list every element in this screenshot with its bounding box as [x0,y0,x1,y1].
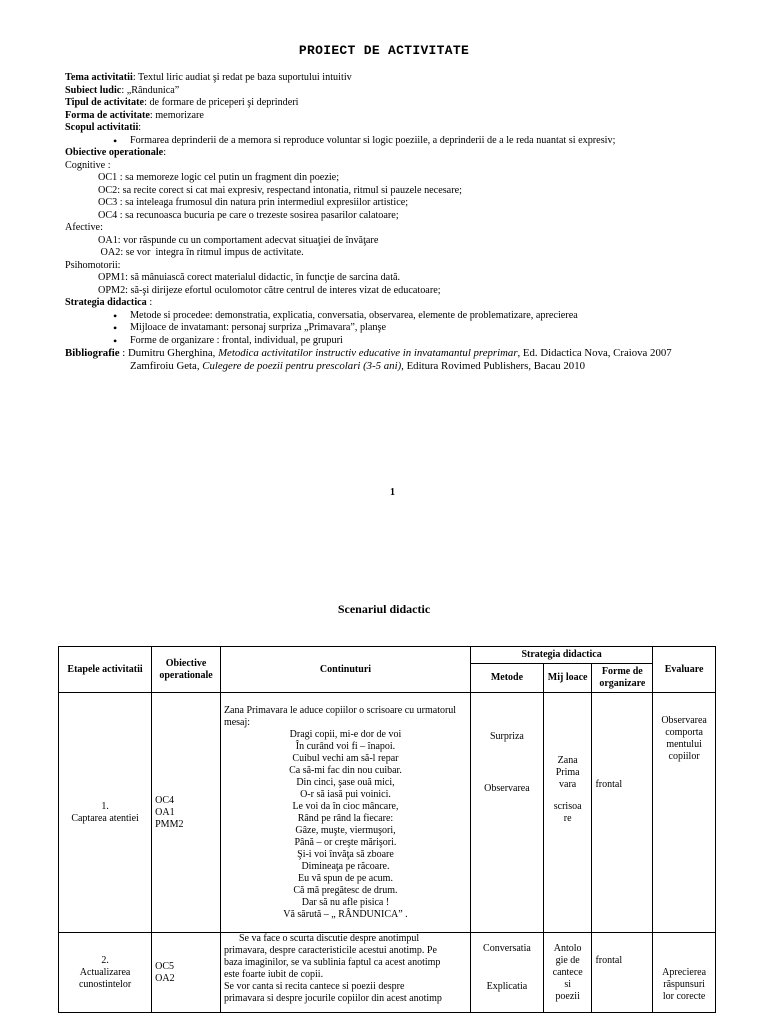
tema-line [65,72,745,85]
poem-line: Gâze, muşte, viermuşori, [295,825,396,836]
header-strategia: Strategia didactica [470,647,652,664]
subiect-line [65,85,745,98]
obiective-line [65,147,745,160]
poem-line: Le voi da în cioc mâncare, [292,801,399,812]
objective-item: OC1 : sa memoreze logic cel putin un fragment din poezie; [98,172,340,183]
content-line: primavara, despre caracteristicile acestui anotimp. Pe [223,945,437,956]
poem-line: Că mă pregătesc de drum. [293,885,398,896]
strategia-item: • Metode si procedee: demonstratia, explicatia, conversatia, observarea, elemente de problematizare, aprecierea [65,310,745,323]
content-line: Se va face o scurta discutie despre anotimpul [223,933,420,944]
forma-label: Forma de activitate [65,109,150,121]
objective-item: OC3 : sa inteleaga frumosul din natura prin intermediul expresiilor artistice; [98,197,409,208]
tipul-line [65,97,745,110]
poem-line: Şi-i voi învăţa să zboare [297,849,394,860]
poem-line: Dragi copii, mi-e dor de voi [289,729,402,740]
content-line: primavara si despre jocurile copiilor din acest anotimp [223,993,442,1004]
strategia-label: Strategia didactica [65,297,147,308]
page-number: 1 [390,487,395,498]
objective-item: OC4 : sa recunoasca bucuria pe care o trezeste sosirea pasarilor calatoare; [98,209,399,221]
poem-line: Până – or creşte mărişori. [294,837,397,848]
continut-cell [220,933,470,1013]
tema-label: Tema activitatii [65,72,133,83]
scenariu-title: Scenariul didactic [337,602,431,616]
header-continuturi: Continuturi [220,647,470,693]
evaluare-cell: Aprecierea răspunsuri lor corecte [653,933,716,1013]
objective-item: OA1: vor răspunde cu un comportament adecvat situaţiei de învăţare [98,234,379,246]
header-etape: Etapele activitatii [59,647,152,693]
psihomotorii-label: Psihomotorii: [65,259,121,271]
poem [224,729,467,921]
strategia-value: : [146,297,153,308]
objective-item: OPM1: să mânuiască corect materialul didactic, în funcţie de sarcina dată. [98,272,401,283]
evaluare-cell: Observarea comporta mentului copiilor [653,693,716,933]
poem-line: Ca să-mi fac din nou cuibar. [289,765,402,776]
table-header-row [59,647,716,664]
objective-item: OPM2: să-şi dirijeze efortul oculomotor către centrul de interes vizat de educatoare; [98,284,441,296]
table-row [59,693,716,933]
poem-line: Cuibul vechi am să-l repar [292,753,399,764]
objective-item: OC2: sa recite corect si cat mai expresiv, respectand intonatia, ritmul si pauzele necesare; [98,184,462,196]
scopul-value: : [138,122,142,133]
project-body [65,72,745,373]
objective-item: OA2: se vor integra în ritmul impus de activitate. [98,247,304,258]
forma-value: : memorizare [149,109,204,121]
poem-line: Vă sărută – „ RÂNDUNICA” . [283,909,408,920]
scopul-line [65,122,745,135]
mijloace-cell: Antolo gie de cantece si poezii [543,933,592,1013]
etapa-cell: 1. Captarea atentiei [59,693,152,933]
scopul-label: Scopul activitatii [65,122,139,133]
metode-cell: Surpriza Observarea [470,693,543,933]
scopul-item: • Formarea deprinderii de a memora si reproduce voluntar si logic poeziile, a deprinderii de a le reda nuantat si expresiv; [65,135,745,148]
table-row [59,933,716,1013]
strategia-line [65,297,745,310]
mijloace-cell: Zana Prima vara scrisoa re [543,693,592,933]
poem-line: Din cinci, şase ouă mici, [296,777,395,788]
poem-line: Dar să nu afle pisica ! [301,897,390,908]
intro-text: Zana Primavara le aduce copiilor o scrisoare cu urmatorul mesaj: [223,705,457,728]
content-line: este foarte iubit de copii. [223,969,324,980]
poem-line: În curând voi fi – înapoi. [295,741,396,752]
poem-line: Rând pe rând la fiecare: [297,813,394,824]
subiect-value: : „Rândunica” [121,84,180,96]
afective-label: Afective: [65,222,103,233]
strategia-item: • Forme de organizare : frontal, individual, pe grupuri [65,335,745,348]
header-mijloace: Mij loace [543,664,592,693]
obiective-cell: OC4 OA1 PMM2 [152,693,221,933]
tema-value: : Textul liric audiat şi redat pe baza suportului intuitiv [132,72,352,83]
forme-cell: frontal [592,693,653,933]
poem-line: Eu vă spun de pe acum. [297,873,393,884]
poem-line: Dimineaţa pe răcoare. [301,861,390,872]
bibliografie-label: Bibliografie [65,347,120,359]
forma-line [65,110,745,123]
metode-cell: Conversatia Explicatia [470,933,543,1013]
forme-cell: frontal [592,933,653,1013]
obiective-label: Obiective operationale [65,147,164,158]
continut-cell [220,693,470,933]
bibliografie-line-2: Zamfiroiu Geta, Culegere de poezii pentru prescolari (3-5 ani), Editura Rovimed Publishers, Bacau 2010 [130,360,585,372]
content-line: baza imaginilor, se va sublinia faptul ca acest anotimp [223,957,441,968]
etapa-cell: 2. Actualizarea cunostintelor [59,933,152,1013]
cognitive-label: Cognitive : [65,159,111,171]
content-line: Se vor canta si recita cantece si poezii despre [223,981,405,992]
header-obiective: Obiective operationale [152,647,221,693]
header-metode: Metode [470,664,543,693]
bibliografie-line: Bibliografie : Dumitru Gherghina, Metodica activitatilor instructiv educative in invatamantul preprimar, Ed. Didactica Nova, Craiova 2007 [65,347,672,359]
subiect-label: Subiect ludic [65,84,122,96]
tipul-value: : de formare de priceperi şi deprinderi [144,97,299,108]
scenario-table [58,646,716,1013]
strategia-item: • Mijloace de invatamant: personaj surpriza „Primavara”, planşe [65,322,745,335]
header-evaluare: Evaluare [653,647,716,693]
obiective-cell: OC5 OA2 [152,933,221,1013]
page-title: PROIECT DE ACTIVITATE [298,43,470,58]
header-forme: Forme de organizare [592,664,653,693]
poem-line: O-r să iasă pui voinici. [300,789,391,800]
obiective-value: : [163,147,167,158]
tipul-label: Tipul de activitate [65,97,145,108]
